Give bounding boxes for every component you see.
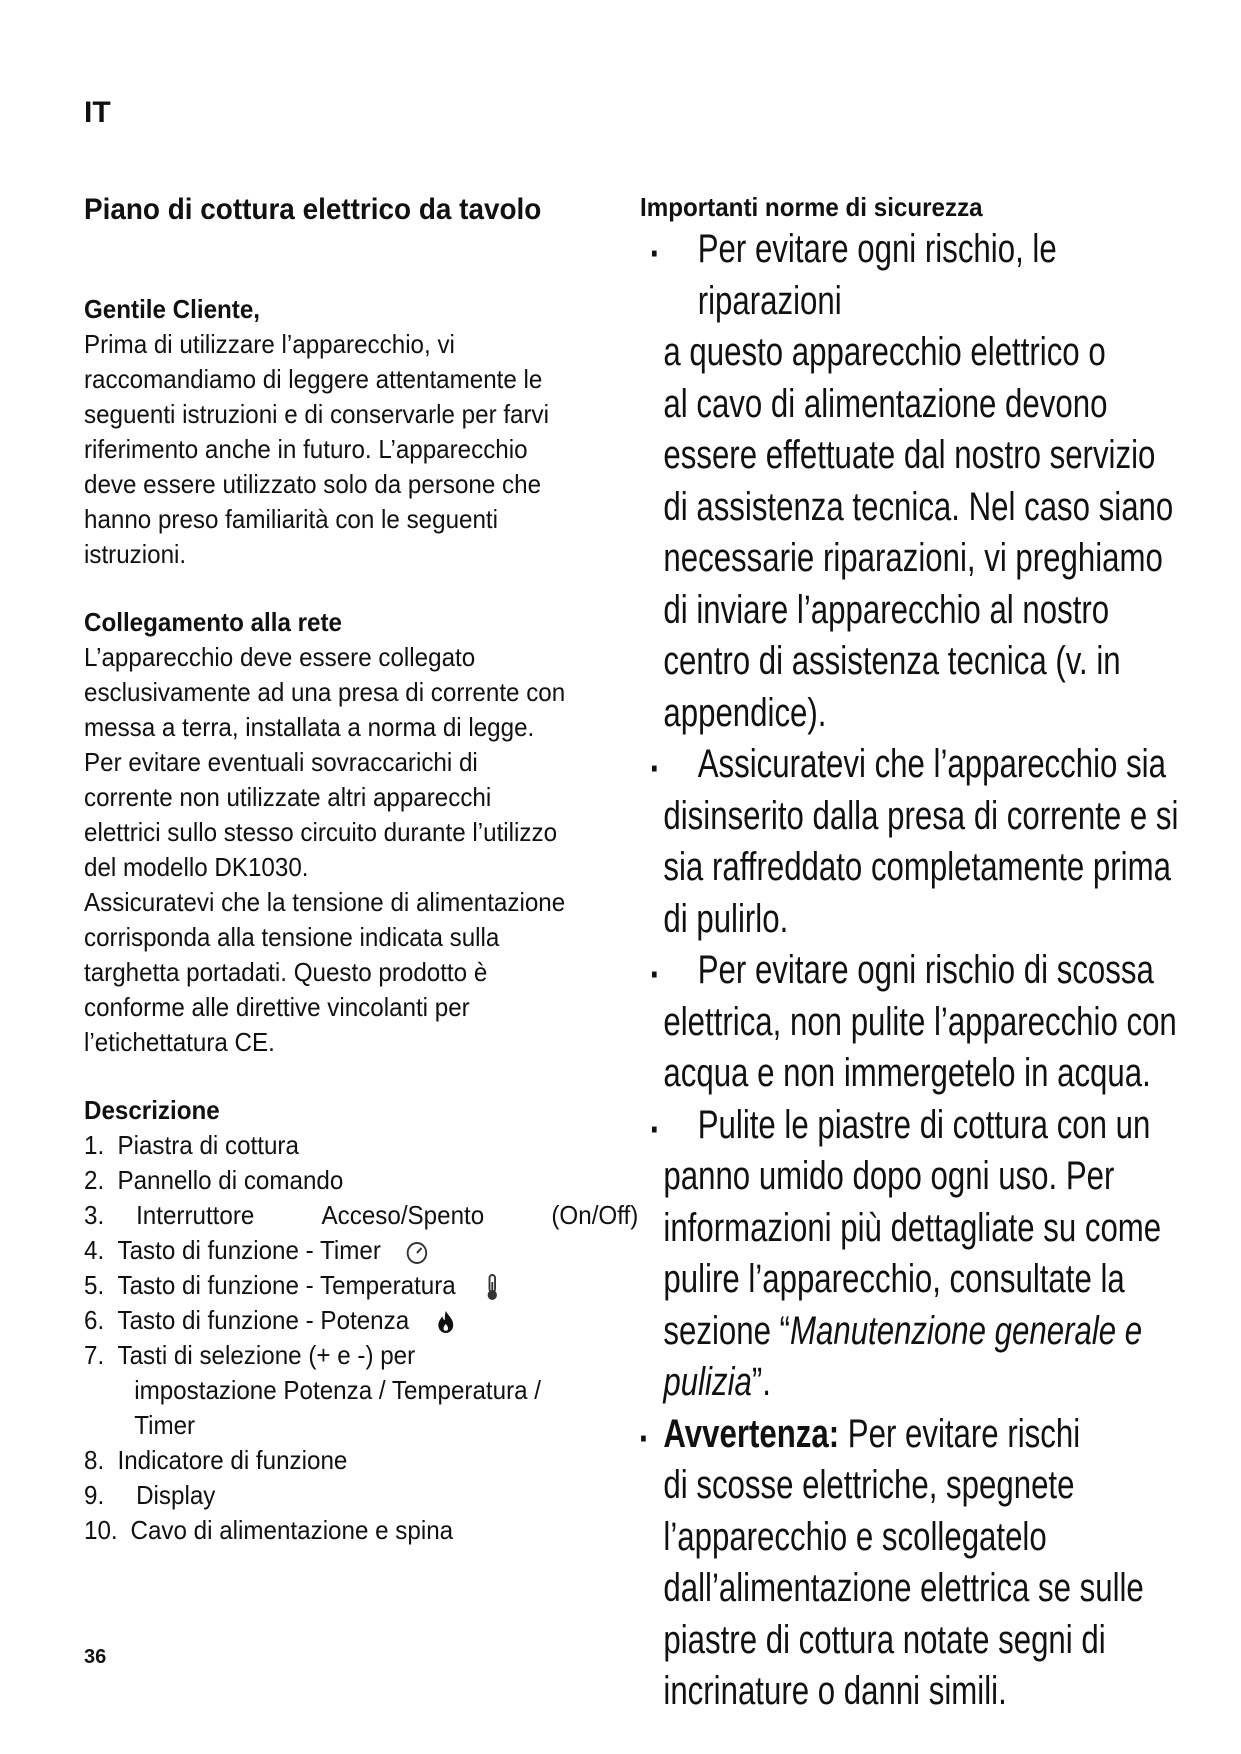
connection-line: corrente non utilizzate altri apparecchi — [84, 782, 492, 812]
reference-suffix: ”. — [751, 1360, 771, 1404]
connection-line: conforme alle direttive vincolanti per — [84, 992, 470, 1022]
description-section — [84, 1093, 639, 1548]
bullet-line: di scosse elettriche, spegnete — [663, 1463, 1075, 1507]
connection-line: L’apparecchio deve essere collegato — [84, 642, 476, 672]
bullet-dot-icon: ▪ — [640, 1424, 647, 1452]
bullet-line: piastre di cottura notate segni di — [663, 1617, 1106, 1662]
greeting-line: Prima di utilizzare l’apparecchio, vi — [84, 329, 455, 359]
thermometer-icon — [479, 1273, 505, 1301]
connection-line: Per evitare eventuali sovraccarichi di — [84, 747, 478, 777]
connection-line: esclusivamente ad una presa di corrente con — [84, 677, 566, 707]
safety-bullet — [640, 224, 1202, 739]
bullet-line: centro di assistenza tecnica (v. in — [663, 639, 1121, 683]
bullet-line: di assistenza tecnica. Nel caso siano — [663, 484, 1174, 529]
list-item — [84, 1303, 568, 1338]
item-text-continued: impostazione Potenza / Temperatura / — [134, 1375, 542, 1405]
description-list — [84, 1128, 639, 1548]
list-item — [84, 1513, 568, 1548]
greeting-line: riferimento anche in futuro. L’apparecchio — [84, 434, 528, 464]
item-text: Acceso/Spento — [321, 1200, 485, 1230]
bullet-line — [663, 1357, 1201, 1409]
item-number: 2. — [84, 1165, 105, 1195]
bullet-first-line: Pulite le piastre di cottura con un — [697, 1102, 1151, 1147]
safety-bullet — [640, 1100, 1202, 1409]
bullet-first-line: Assicuratevi che l’apparecchio sia — [697, 742, 1166, 786]
greeting-heading: Gentile Cliente, — [84, 294, 261, 324]
item-text: Display — [136, 1480, 216, 1510]
connection-line: del modello DK1030. — [84, 852, 309, 882]
greeting-line: raccomandiamo di leggere attentamente le — [84, 364, 543, 394]
page-title: Piano di cottura elettrico da tavolo — [84, 193, 542, 226]
connection-heading: Collegamento alla rete — [84, 607, 343, 637]
item-text: Indicatore di funzione — [117, 1445, 348, 1475]
bullet-first-line: Per evitare ogni rischio di scossa — [697, 948, 1154, 992]
greeting-line: deve essere utilizzato solo da persone che — [84, 469, 542, 499]
safety-bullet — [640, 739, 1202, 945]
bullet-line: a questo apparecchio elettrico o — [663, 330, 1106, 374]
safety-heading: Importanti norme di sicurezza — [640, 192, 983, 222]
bullet-line: al cavo di alimentazione devono — [663, 381, 1108, 426]
safety-bullet — [640, 945, 1202, 1100]
bullet-line: disinserito dalla presa di corrente e si — [663, 793, 1179, 838]
item-text: Cavo di alimentazione e spina — [130, 1515, 454, 1545]
connection-line: l’etichettatura CE. — [84, 1027, 275, 1057]
bullet-line: l’apparecchio e scollegatelo — [663, 1514, 1047, 1559]
reference-title: pulizia — [663, 1360, 752, 1404]
item-number: 9. — [84, 1480, 105, 1510]
connection-line: Assicuratevi che la tensione di alimentazione — [84, 887, 566, 917]
list-item — [84, 1233, 568, 1268]
safety-list — [640, 224, 1200, 1718]
greeting-line: hanno preso familiarità con le seguenti — [84, 504, 499, 534]
bullet-line: necessarie riparazioni, vi preghiamo — [663, 536, 1163, 580]
bullet-line: appendice). — [663, 690, 827, 735]
connection-line: corrisponda alla tensione indicata sulla — [84, 922, 500, 952]
bullet-dot-icon: ▪ — [650, 1115, 658, 1143]
list-item — [84, 1268, 568, 1303]
item-text: Tasto di funzione - Potenza — [117, 1305, 410, 1335]
bullet-line: essere effettuate dal nostro servizio — [663, 433, 1156, 477]
timer-icon — [404, 1238, 430, 1266]
bullet-line: elettrica, non pulite l’apparecchio con — [663, 999, 1177, 1044]
right-column — [640, 190, 1200, 1718]
connection-line: elettrici sullo stesso circuito durante l’utilizzo — [84, 817, 558, 847]
warning-label: Avvertenza: — [663, 1411, 840, 1456]
item-number: 3. — [84, 1200, 105, 1230]
bullet-line: sia raffreddato completamente prima — [663, 845, 1171, 889]
left-column — [84, 190, 639, 1548]
bullet-line: di inviare l’apparecchio al nostro — [663, 587, 1110, 632]
bullet-line: incrinature o danni simili. — [663, 1669, 1007, 1713]
connection-line: messa a terra, installata a norma di legge. — [84, 712, 535, 742]
list-item — [84, 1338, 568, 1443]
reference-prefix: sezione “ — [663, 1308, 791, 1353]
bullet-line: informazioni più dettagliate su come — [663, 1205, 1162, 1250]
reference-title: Manutenzione generale e — [790, 1308, 1143, 1353]
greeting-line: istruzioni. — [84, 539, 187, 569]
list-item — [84, 1198, 638, 1233]
flame-icon — [433, 1308, 459, 1336]
item-number: 10. — [84, 1515, 118, 1545]
bullet-line: panno umido dopo ogni uso. Per — [663, 1154, 1115, 1198]
item-text: Tasto di funzione - Timer — [117, 1235, 381, 1265]
item-text: Tasti di selezione (+ e -) per — [117, 1340, 416, 1370]
connection-section — [84, 605, 568, 1060]
connection-line: targhetta portadati. Questo prodotto è — [84, 957, 488, 987]
item-number: 6. — [84, 1305, 105, 1335]
list-item — [84, 1128, 568, 1163]
bullet-dot-icon: ▪ — [650, 961, 658, 988]
language-code: IT — [84, 96, 111, 129]
list-item — [84, 1443, 568, 1478]
item-number: 7. — [84, 1340, 105, 1370]
item-number: 8. — [84, 1445, 105, 1475]
item-text: Piastra di cottura — [117, 1130, 299, 1160]
greeting-section — [84, 292, 568, 572]
item-number: 5. — [84, 1270, 105, 1300]
item-number: 1. — [84, 1130, 105, 1160]
page-number: 36 — [84, 1646, 107, 1668]
item-text: Pannello di comando — [117, 1165, 344, 1195]
bullet-dot-icon: ▪ — [650, 755, 658, 782]
bullet-dot-icon: ▪ — [650, 240, 658, 267]
warning-bullet — [640, 1409, 1202, 1718]
item-text: Interruttore — [136, 1200, 255, 1230]
list-item — [84, 1478, 568, 1513]
item-text-continued: Timer — [134, 1410, 196, 1440]
bullet-line — [663, 1306, 1201, 1358]
bullet-first-line: Per evitare ogni rischio, le riparazioni — [697, 227, 1057, 323]
item-text: (On/Off) — [551, 1200, 639, 1230]
description-heading: Descrizione — [84, 1095, 220, 1125]
item-text: Tasto di funzione - Temperatura — [117, 1270, 456, 1300]
bullet-line: acqua e non immergetelo in acqua. — [663, 1051, 1151, 1095]
item-number: 4. — [84, 1235, 105, 1265]
greeting-line: seguenti istruzioni e di conservarle per farvi — [84, 399, 550, 429]
list-item — [84, 1163, 568, 1198]
bullet-line: di pulirlo. — [663, 896, 789, 941]
bullet-line: pulire l’apparecchio, consultate la — [663, 1257, 1125, 1301]
bullet-first-line: Per evitare rischi — [839, 1411, 1081, 1456]
bullet-line: dall’alimentazione elettrica se sulle — [663, 1566, 1144, 1610]
